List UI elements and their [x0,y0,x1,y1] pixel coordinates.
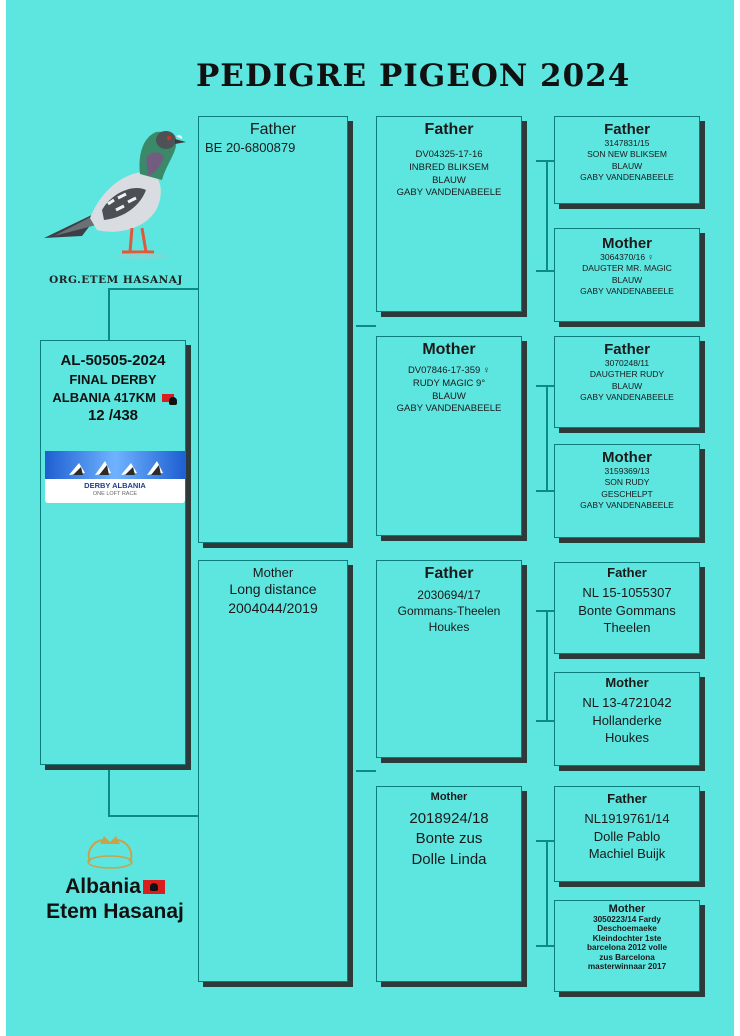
mm-card [376,786,522,982]
pigeons-icon [65,457,165,477]
connector-line [546,160,548,272]
fmm-card [554,444,700,538]
connector-line [536,610,554,612]
mf-card [376,560,522,758]
pigeon-name: Bonte Gommans [578,602,676,618]
connector-line [546,840,548,947]
pigeon-color: BLAUW [611,274,643,285]
pigeon-name: Bonte zus [415,830,483,848]
ring-number: 3050223/14 Fardy [593,915,661,924]
pigeon-color: GESCHELPT [601,488,653,499]
brand-owner: Etem Hasanaj [46,900,184,924]
connector-line [356,770,376,772]
albania-flag-icon [143,880,165,894]
connector-line [546,385,548,492]
ring-number: DV07846-17-359 ♀ [407,365,491,376]
pigeon-color: BLAUW [611,380,643,391]
race-result: 12 /438 [87,407,139,425]
connector-line [108,765,110,817]
connector-line [546,610,548,722]
pedigree-note: Kleindochter 1ste [592,933,662,943]
breeder-name: GABY VANDENABEELE [580,392,674,403]
card-label: Father [607,791,647,806]
card-label: Mother [422,341,476,358]
breeder-name: GABY VANDENABEELE [580,500,674,511]
breeder-name: Theelen [603,620,651,636]
ring-number: 3159369/13 [604,466,650,476]
subject-card [40,340,186,765]
connector-line [536,720,554,722]
ring-number: DV04325-17-16 [415,149,483,160]
card-label: Mother [608,903,646,915]
card-label: Mother [605,675,649,690]
mmf-card [554,786,700,882]
card-label: Mother [602,449,652,466]
ring-number: NL1919761/14 [584,811,670,826]
pigeon-name: Hollanderke [592,712,662,728]
albania-flag-icon [162,394,174,402]
card-label: Mother [430,791,468,803]
mff-card [554,562,700,654]
connector-line [536,840,554,842]
pigeon-name: SON RUDY [604,477,650,488]
ring-number: 3064370/16 ♀ [600,252,654,262]
card-label: Father [604,121,650,138]
pigeon-name: INBRED BLIKSEM [409,161,489,173]
derby-logo-title: DERBY ALBANIA [84,481,146,490]
pigeon-color: BLAUW [611,160,643,171]
pigeon-name: DAUGTHER RUDY [589,369,665,380]
pedigree-note: zus Barcelona [599,952,655,962]
derby-albania-logo [45,451,185,503]
ring-number: NL 15-1055307 [582,585,672,600]
pigeon-name: SON NEW BLIKSEM [587,149,667,160]
breeder-name: GABY VANDENABEELE [580,172,674,183]
father-card [198,116,348,543]
breeder-name: GABY VANDENABEELE [580,286,674,297]
breeder-name: GABY VANDENABEELE [396,403,502,415]
ring-number: AL-50505-2024 [60,352,166,369]
pigeon-color: BLAUW [432,390,466,402]
ring-number: 3147831/15 [604,138,650,148]
ffm-card [554,228,700,322]
ring-number: 2018924/18 [409,810,489,827]
fmf-card [554,336,700,428]
father-ring: BE 20-6800879 [205,140,296,155]
card-label: Father [607,565,647,580]
pigeon-name: Gommans-Theelen [397,604,501,619]
pigeon-image [42,118,192,268]
breeder-name: Houkes [428,620,470,635]
breeder-name: Houkes [604,730,650,746]
page-title: PEDIGRE PIGEON 2024 [196,58,631,94]
breeder-name: GABY VANDENABEELE [396,187,502,199]
card-label: Father [604,341,650,358]
breeder-name: Deschoemaeke [597,924,657,934]
brand-block [30,874,200,924]
org-name: ORG.ETEM HASANAJ [49,274,183,286]
card-label: Father [249,121,297,138]
breeder-name: Machiel Buijk [588,846,666,862]
card-label: Father [424,565,474,582]
race-name: FINAL DERBY [69,372,157,388]
ring-number: 2030694/17 [417,588,481,602]
connector-line [108,288,200,290]
pigeon-name-2: Dolle Linda [411,850,487,868]
connector-line [536,160,554,162]
mother-ring: 2004044/2019 [228,599,318,616]
card-label: Mother [602,235,652,252]
card-label: Father [424,121,474,138]
ring-number: 3070248/11 [604,358,650,368]
pigeon-color: BLAUW [432,174,466,186]
fff-card [554,116,700,204]
fm-card [376,336,522,536]
ff-card [376,116,522,312]
connector-line [536,270,554,272]
derby-logo-subtitle: ONE LOFT RACE [92,491,138,497]
connector-line [108,815,200,817]
connector-line [536,945,554,947]
pigeon-name: DAUGTER MR. MAGIC [582,263,672,274]
pedigree-note: barcelona 2012 volle [586,943,668,953]
ring-number: NL 13-4721042 [582,695,672,710]
connector-line [108,288,110,340]
mother-card [198,560,348,982]
connector-line [536,490,554,492]
pedigree-sheet [6,0,734,1036]
crest-icon [70,832,150,872]
mfm-card [554,672,700,766]
mmm-card [554,900,700,992]
connector-line [356,325,376,327]
race-distance: ALBANIA 417KM [41,389,185,407]
pedigree-note: masterwinnaar 2017 [587,962,667,972]
connector-line [536,385,554,387]
pigeon-name: Dolle Pablo [593,828,661,844]
card-label: Mother [252,565,294,580]
mother-line: Long distance [229,581,317,597]
pigeon-name: RUDY MAGIC 9° [412,377,486,389]
brand-country: Albania [30,874,200,899]
